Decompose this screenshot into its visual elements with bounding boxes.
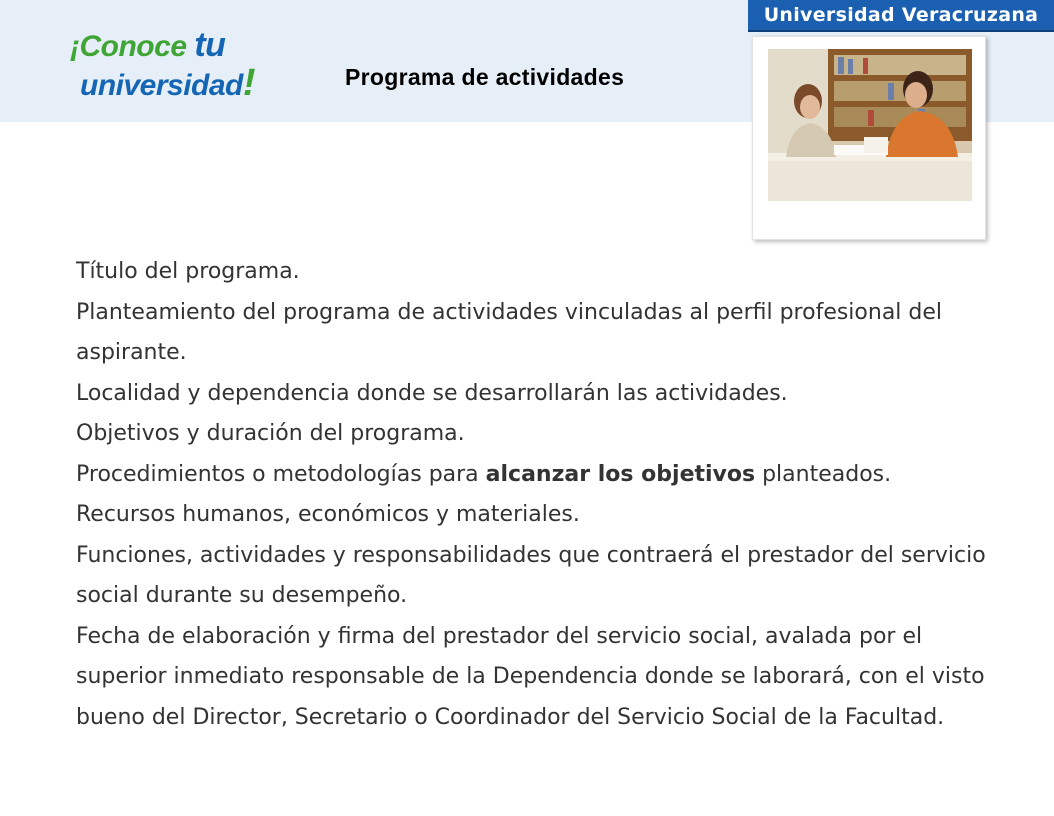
requirement-item: Recursos humanos, económicos y materiales. [76, 502, 580, 527]
requirement-item: Planteamiento del programa de actividades vinculadas al perfil profesional del aspirante. [76, 299, 943, 365]
requirement-emphasis: alcanzar los objetivos [485, 461, 756, 487]
requirement-item: Objetivos y duración del programa. [76, 421, 465, 446]
requirement-item: Título del programa. [76, 259, 300, 284]
office-meeting-photo [768, 49, 972, 201]
requirement-item [76, 455, 1016, 496]
logo-text-exclamation: ! [242, 62, 256, 104]
requirement-item: Localidad y dependencia donde se desarrollarán las actividades. [76, 380, 788, 406]
requirement-item: Funciones, actividades y responsabilidades que contraerá el prestador del servicio social durante su desempeño. [76, 542, 986, 608]
requirement-item: Fecha de elaboración y firma del prestador del servicio social, avalada por el superior inmediato responsable de la Dependencia donde se laborará, con el visto bueno del Director, Secretario o Coordinador del Servicio Social de la Facultad. [76, 623, 985, 730]
logo-text-tu: tu [194, 26, 226, 64]
photo-frame [752, 36, 986, 240]
universidad-veracruzana-banner: Universidad Veracruzana [748, 0, 1054, 32]
activity-program-requirements [76, 252, 1016, 738]
logo-text-conoce: ¡Conoce [70, 30, 195, 63]
logo-text-universidad: universidad [80, 69, 243, 102]
requirement-text: Procedimientos o metodologías para [76, 461, 486, 487]
slide-title: Programa de actividades [345, 64, 625, 90]
logo-line-2 [70, 64, 255, 102]
logo-line-1 [70, 28, 255, 62]
requirement-text: planteados. [755, 461, 892, 487]
conoce-tu-universidad-logo [70, 28, 255, 102]
office-meeting-illustration [768, 49, 972, 201]
